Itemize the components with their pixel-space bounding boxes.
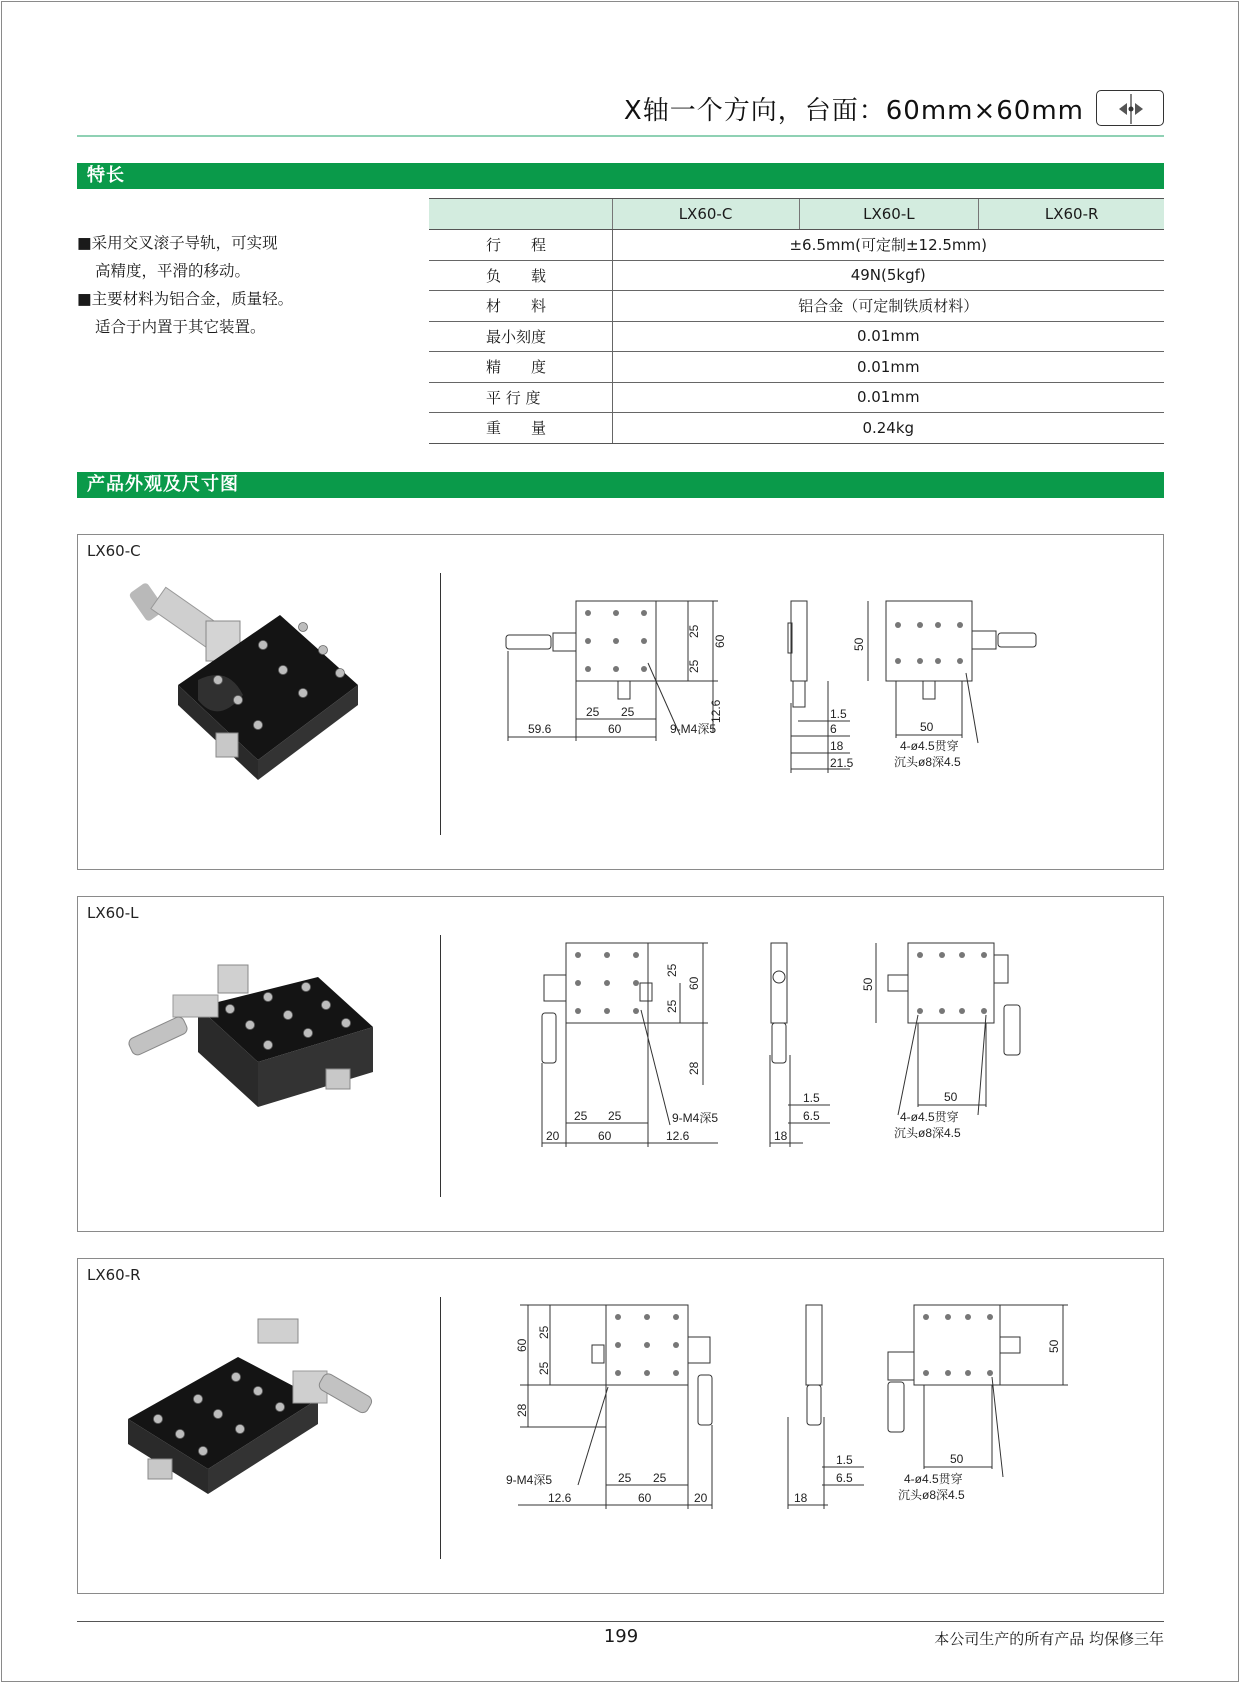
dim-label: 25 [537, 1325, 551, 1339]
dim-label: 50 [861, 977, 875, 991]
dim-label: 25 [665, 963, 679, 977]
title-row [560, 88, 1164, 128]
dim-label: 9-M4深5 [672, 1111, 719, 1125]
dim-label: 18 [794, 1491, 808, 1505]
dim-label: 18 [774, 1129, 788, 1143]
features-section-bar: 特长 [77, 163, 1164, 189]
dim-label: 50 [950, 1452, 964, 1466]
feature-line: 高精度，平滑的移动。 [95, 262, 251, 280]
dim-label: 20 [546, 1129, 560, 1143]
dim-label: 12.6 [548, 1491, 572, 1505]
spec-label: 最小刻度 [429, 321, 612, 352]
dim-label: 28 [687, 1061, 701, 1075]
dimension-drawing [458, 1297, 1148, 1567]
dim-label: 50 [1047, 1339, 1061, 1353]
title-rule [77, 135, 1164, 137]
footer-rule [77, 1621, 1164, 1622]
dim-label: 25 [574, 1109, 588, 1123]
spec-model-header: LX60-R [979, 199, 1164, 230]
dim-label: 25 [653, 1471, 667, 1485]
warranty-note: 本公司生产的所有产品 均保修三年 [934, 1630, 1164, 1648]
spec-value: 0.01mm [612, 321, 1164, 352]
product-photo [118, 575, 378, 805]
panel-divider [440, 935, 441, 1197]
dimension-drawing [458, 573, 1148, 843]
dim-label: 25 [687, 624, 701, 638]
dim-label: 59.6 [528, 722, 552, 736]
spec-row [429, 291, 1164, 322]
features-list [77, 229, 417, 341]
page-number: 199 [603, 1626, 639, 1647]
spec-row [429, 352, 1164, 383]
panel-divider [440, 573, 441, 835]
spec-model-header: LX60-L [799, 199, 979, 230]
dim-label: 沉头ø8深4.5 [898, 1488, 965, 1502]
dimension-drawing [458, 935, 1148, 1205]
spec-row [429, 321, 1164, 352]
dim-label: 25 [618, 1471, 632, 1485]
dim-label: 25 [621, 705, 635, 719]
spec-value: ±6.5mm(可定制±12.5mm) [612, 230, 1164, 261]
spec-value: 0.24kg [612, 413, 1164, 444]
dim-label: 20 [694, 1491, 708, 1505]
dim-label: 60 [598, 1129, 612, 1143]
dim-label: 28 [515, 1403, 529, 1417]
dim-label: 1.5 [803, 1091, 820, 1105]
dim-label: 25 [608, 1109, 622, 1123]
dim-label: 25 [687, 659, 701, 673]
spec-label: 平 行 度 [429, 382, 612, 413]
dim-label: 9-M4深5 [506, 1473, 553, 1487]
dim-label: 4-ø4.5贯穿 [900, 1110, 959, 1124]
spec-model-header: LX60-C [612, 199, 799, 230]
feature-line: ■采用交叉滚子导轨，可实现 [77, 234, 278, 252]
feature-line: ■主要材料为铝合金，质量轻。 [77, 290, 294, 308]
panel-model-label: LX60-L [87, 904, 139, 922]
dim-label: 12.6 [709, 699, 723, 723]
spec-header-blank [429, 199, 612, 230]
spec-row [429, 382, 1164, 413]
spec-label: 重 量 [429, 413, 612, 444]
dim-label: 1.5 [836, 1453, 853, 1467]
spec-row [429, 413, 1164, 444]
panel-model-label: LX60-C [87, 542, 141, 560]
dim-label: 沉头ø8深4.5 [894, 1126, 961, 1140]
dim-label: 1.5 [830, 707, 847, 721]
spec-value: 铝合金（可定制铁质材料） [612, 291, 1164, 322]
page-title: X轴一个方向，台面：60mm×60mm [623, 95, 1084, 126]
dim-label: 50 [944, 1090, 958, 1104]
dim-label: 60 [515, 1338, 529, 1352]
dim-label: 25 [586, 705, 600, 719]
dim-label: 18 [830, 739, 844, 753]
spec-row [429, 230, 1164, 261]
dim-label: 60 [638, 1491, 652, 1505]
dim-label: 25 [537, 1361, 551, 1375]
panel-divider [440, 1297, 441, 1559]
product-photo [118, 937, 378, 1167]
spec-table [429, 198, 1164, 444]
brand-logo-icon [1096, 90, 1164, 126]
panel-model-label: LX60-R [87, 1266, 141, 1284]
product-panel-lx60-r [77, 1258, 1164, 1594]
dim-label: 21.5 [830, 756, 854, 770]
dim-label: 25 [665, 999, 679, 1013]
dim-label: 6 [830, 722, 837, 736]
spec-header-row [429, 199, 1164, 230]
dim-label: 6.5 [803, 1109, 820, 1123]
dim-label: 4-ø4.5贯穿 [900, 739, 959, 753]
dim-label: 50 [920, 720, 934, 734]
dim-label: 9-M4深5 [670, 722, 717, 736]
product-panel-lx60-l [77, 896, 1164, 1232]
dim-label: 沉头ø8深4.5 [894, 755, 961, 769]
spec-value: 49N(5kgf) [612, 260, 1164, 291]
dim-label: 12.6 [666, 1129, 690, 1143]
spec-value: 0.01mm [612, 382, 1164, 413]
spec-row [429, 260, 1164, 291]
spec-label: 材 料 [429, 291, 612, 322]
spec-label: 负 载 [429, 260, 612, 291]
dim-label: 60 [608, 722, 622, 736]
feature-line: 适合于内置于其它装置。 [95, 318, 266, 336]
drawings-section-bar: 产品外观及尺寸图 [77, 472, 1164, 498]
dim-label: 50 [852, 637, 866, 651]
dim-label: 4-ø4.5贯穿 [904, 1472, 963, 1486]
product-photo [118, 1299, 378, 1529]
spec-value: 0.01mm [612, 352, 1164, 383]
product-panel-lx60-c [77, 534, 1164, 870]
dim-label: 6.5 [836, 1471, 853, 1485]
dim-label: 60 [687, 976, 701, 990]
spec-label: 行 程 [429, 230, 612, 261]
dim-label: 60 [713, 634, 727, 648]
spec-label: 精 度 [429, 352, 612, 383]
